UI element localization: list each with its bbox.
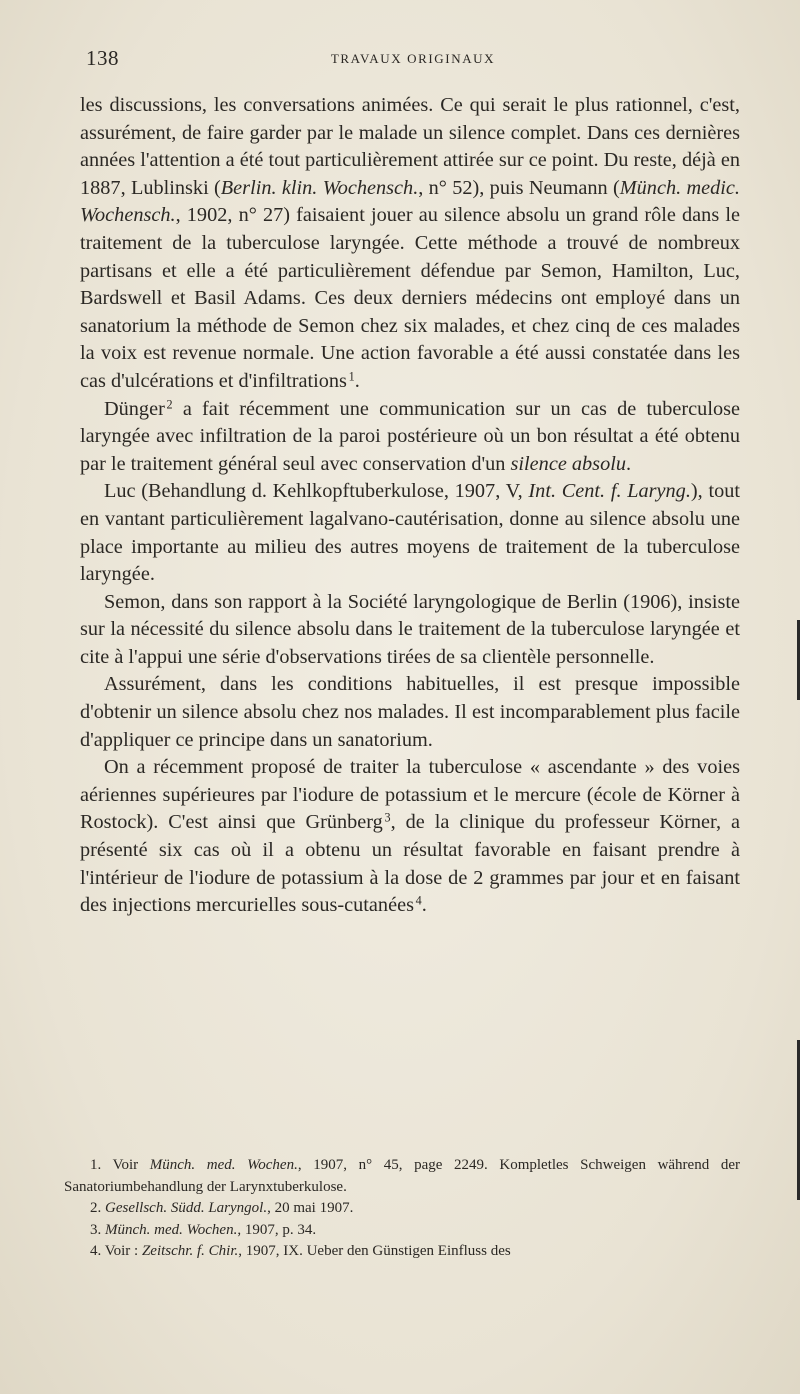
footnote-2: 2. Gesellsch. Südd. Laryngol., 20 mai 1907. <box>90 1200 354 1216</box>
footnote-4: 4. Voir : Zeitschr. f. Chir., 1907, IX. Ueber den Günstigen Einfluss des <box>90 1243 511 1259</box>
footnote-1: 1. Voir Münch. med. Wochen., 1907, n° 45, page 2249. Kompletles Schweigen während der Sanatoriumbehandlung der Larynxtuberkulose. <box>64 1157 740 1195</box>
paragraph-2: Dünger $^2$ a fait récemment une communication sur un cas de tuberculose laryngée avec infiltration de la paroi postérieure où un bon résultat a été obtenu par le traitement général seul avec conservation d'un silence absolu. <box>80 396 740 475</box>
footnote-ref-2: 2 <box>166 396 173 411</box>
footnote-ref-1: 1 <box>348 369 355 384</box>
paragraph-1: les discussions, les conversations animées. Ce qui serait le plus rationnel, c'est, assurément, de faire garder par le malade un silence complet. Dans ces dernières années l'attention a été tout particulièrement attirée sur ce point. Du reste, déjà en 1887, Lublinski (Berlin. klin. Wochensch., n° 52), puis Neumann (Münch. medic. Wochensch., 1902, n° 27) faisaient jouer au silence absolu un grand rôle dans le traitement de la tuberculose laryngée. Cette méthode a trouvé de nombreux partisans et elle a été particulièrement défendue par Semon, Hamilton, Luc, Bardswell et Basil Adams. Ces deux derniers médecins ont employé dans un sanatorium la méthode de Semon chez six malades, et chez cinq de ces malades la voix est revenue normale. Une action favorable a été aussi constatée dans les cas d'ulcérations et d'infiltrations $^1$. <box>80 94 740 392</box>
running-title: TRAVAUX ORIGINAUX <box>330 51 496 66</box>
paragraph-6: On a récemment proposé de traiter la tuberculose « ascendante » des voies aériennes supérieures par l'iodure de potassium et le mercure (école de Körner à Rostock). C'est ainsi que Grünberg $^3$, de la clinique du professeur Körner, a présenté six cas où il a obtenu un résultat favorable en faisant prendre à l'intérieur de l'iodure de potassium à la dose de 2 grammes par jour et en faisant des injections mercurielles sous-cutanées $^4$. <box>80 756 741 917</box>
footnote-ref-4: 4 <box>415 893 422 908</box>
page-number: 138 <box>86 46 119 70</box>
footnote-ref-3: 3 <box>384 810 391 825</box>
paragraph-4: Semon, dans son rapport à la Société laryngologique de Berlin (1906), insiste sur la nécessité du silence absolu dans le traitement de la tuberculose laryngée et cite à l'appui une série d'observations tirées de sa clientèle personnelle. <box>80 590 740 668</box>
footnotes <box>64 1155 740 1263</box>
paragraph-5: Assurément, dans les conditions habituelles, il est presque impossible d'obtenir un silence absolu chez nos malades. Il est incomparablement plus facile d'appliquer ce principe dans un sanatorium. <box>80 673 740 751</box>
body-text <box>80 92 740 920</box>
footnote-3: 3. Münch. med. Wochen., 1907, p. 34. <box>90 1221 317 1238</box>
paragraph-3: Luc (Behandlung d. Kehlkopftuberkulose, 1907, V, Int. Cent. f. Laryng.), tout en vantant particulièrement lagalvano-cautérisation, donne au silence absolu une place importante au milieu des autres moyens de traitement de la tuberculose laryngée. <box>80 480 740 586</box>
page-header <box>86 46 740 76</box>
